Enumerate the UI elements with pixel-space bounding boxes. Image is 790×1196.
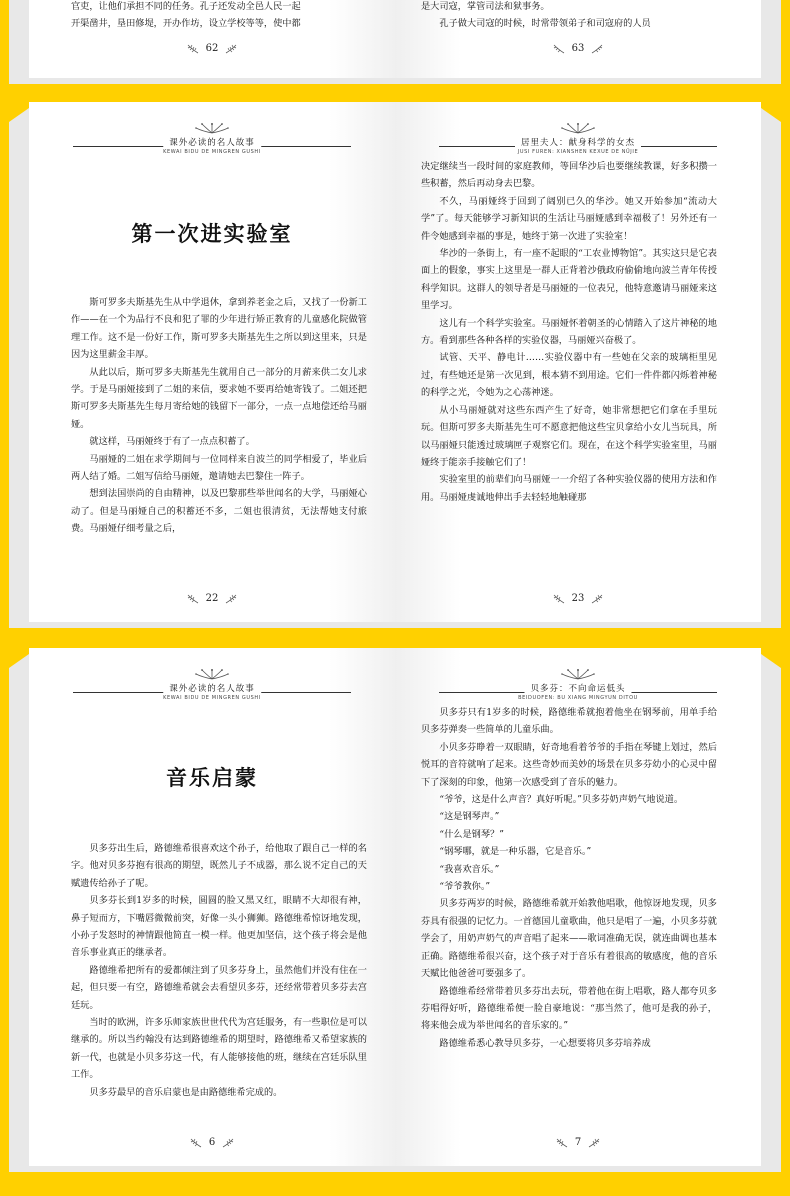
page-number: 23 [395,593,761,604]
chapter-title: 第一次进实验室 [131,222,293,246]
paragraph: 斯可罗多夫斯基先生从中学退休，拿到养老金之后，又找了一份新工作——在一个为品行不良和犯了罪的少年进行矫正教育的儿童感化院做管理工作。这不是一份好工作，斯可罗多夫斯基先生之所以到这里来，只是因为这里薪金丰厚。 [71,297,367,361]
left-page [29,0,395,78]
crown-ornament-icon [190,668,234,680]
paragraph: 路德维希把所有的爱都倾注到了贝多芬身上，虽然他们并没有住在一起，但只要一有空，路德维希就会去看望贝多芬，还经常带着贝多芬去宫廷玩。 [71,964,367,1011]
right-page [395,648,761,1166]
sprig-ornament-icon [552,44,566,54]
right-page [395,102,761,622]
crown-ornament-icon [556,122,600,134]
paragraph: 马丽娅的二姐在求学期间与一位同样来自波兰的同学相爱了，毕业后两人结了婚。二姐写信给马丽娅，邀请她去巴黎住一阵子。 [71,453,367,483]
paragraph: “爷爷，这是什么声音？真好听呢。”贝多芬奶声奶气地说道。 [439,794,684,806]
paragraph: 开渠凿井，垦田修堤，开办作坊，设立学校等等，使中都 [71,18,301,30]
spread-page-6-7 [29,648,761,1166]
sprig-ornament-icon [224,44,238,54]
spread-page-22-23 [29,102,761,622]
paragraph: 这儿有一个科学实验室。马丽娅怀着朝圣的心情踏入了这片神秘的地方。看到那些各种各样的实验仪器，马丽娅兴奋极了。 [421,317,717,347]
paragraph: “什么是钢琴？” [439,828,504,840]
paragraph: 决定继续当一段时间的家庭教师，等回华沙后也要继续教课，好多积攒一些积蓄，然后再动身去巴黎。 [421,161,717,190]
page-number: 7 [395,1137,761,1148]
right-page [395,0,761,78]
paragraph: 就这样，马丽娅终于有了一点点积蓄了。 [89,436,255,448]
running-header [73,130,351,170]
paragraph: 从此以后，斯可罗多夫斯基先生就用自己一部分的月薪来供二女儿求学。于是马丽娅接到了二姐的来信，要求她不要再给她寄钱了。二姐还把斯可罗多夫斯基先生每月寄给她的钱留下一部分，一点一点地偿还给马丽娅。 [71,366,367,430]
paragraph: 当时的欧洲，许多乐师家族世世代代为宫廷服务，有一些职位是可以继承的。所以当约翰没有达到路德维希的期望时，路德维希又希望家族的新一代，也就是小贝多芬这一代，有人能够接他的班，继续在宫廷乐队里工作。 [71,1017,367,1081]
paragraph: 贝多芬长到1岁多的时候，圆圆的脸又黑又红，眼睛不大却很有神，鼻子短而方，下嘴唇微微前突，好像一头小狮狮。路德维希惊讶地发现，小孙子发怒时的神情跟他简直一模一样。他更加坚信，这个孩子将会是他音乐事业真正的继承者。 [71,895,367,959]
paragraph: 从小马丽娅就对这些东西产生了好奇，她非常想把它们拿在手里玩玩。但斯可罗多夫斯基先生可不愿意把他这些宝贝拿给小女儿当玩具，所以马丽娅只能透过玻璃匣子观察它们。现在，在这个科学实验室里，马丽娅终于能亲手接触它们了！ [421,404,717,468]
paragraph: 不久，马丽娅终于回到了阔别已久的华沙。她又开始参加“流动大学”了。每天能够学习新知识的生活让马丽娅感到幸福极了！另外还有一件令她感到幸福的事是，她终于第一次进了实验室！ [421,195,717,242]
paragraph: “这是钢琴声。” [439,811,500,823]
sprig-ornament-icon [555,1138,569,1148]
paragraph: 想到法国崇尚的自由精神，以及巴黎那些举世闻名的大学，马丽娅心动了。但是马丽娅自己的积蓄还不多，二姐也很清贫，无法帮她支付旅费。马丽娅仔细考量之后， [71,488,367,535]
paragraph: 贝多芬两岁的时候，路德维希就开始教他唱歌，他惊讶地发现，贝多芬具有很强的记忆力。一首德国儿童歌曲，他只是唱了一遍，小贝多芬就学会了，用奶声奶气的声音唱了起来——歌词准确无误，就连曲调也基本正确。路德维希很兴奋，这个孩子对于音乐有着很高的敏感度，他的音乐天赋比他爸爸可要强多了。 [421,898,717,980]
running-header-title: 课外必读的名人故事 [163,682,261,694]
page-body [421,704,717,1052]
sprig-ornament-icon [186,594,200,604]
page-number: 6 [29,1137,395,1148]
paragraph: 路德维希悉心教导贝多芬，一心想要将贝多芬培养成 [439,1037,651,1049]
sprig-ornament-icon [186,44,200,54]
sprig-ornament-icon [189,1138,203,1148]
paragraph: “我喜欢音乐。” [439,863,500,875]
paragraph: 贝多芬只有1岁多的时候，路德维希就抱着他坐在钢琴前，用单手给贝多芬弹奏一些简单的儿童乐曲。 [421,707,717,736]
paragraph: 小贝多芬睁着一双眼睛，好奇地看着爷爷的手指在琴键上划过，然后悦耳的音符就响了起来。这些奇妙而美妙的场景在贝多芬幼小的心灵中留下了深刻的印象，他第一次感受到了音乐的魅力。 [421,741,717,788]
paragraph: 贝多芬最早的音乐启蒙也是由路德维希完成的。 [89,1086,283,1098]
page-body [71,294,367,538]
sprig-ornament-icon [590,44,604,54]
paragraph: 孔子做大司寇的时候，时常带领弟子和司寇府的人员 [439,18,651,30]
sprig-ornament-icon [587,1138,601,1148]
chapter-title: 音乐启蒙 [166,766,258,790]
running-header-title: 课外必读的名人故事 [163,136,261,148]
running-header-title: 贝多芬：不向命运低头 [524,682,631,694]
page-body [421,158,717,506]
paragraph: 华沙的一条街上，有一座不起眼的“工农业博物馆”。其实这只是它表面上的假象，事实上这里是一群人正背着沙俄政府偷偷地向波兰青年传授科学知识。这群人的领导者是马丽娅的一位表兄，他特意邀请马丽娅来这里学习。 [421,248,717,312]
running-header-title: 居里夫人：献身科学的女杰 [515,136,641,148]
crown-ornament-icon [190,122,234,134]
running-header-pinyin: KEWAI BIDU DE MINGREN GUSHI [163,149,261,155]
sprig-ornament-icon [590,594,604,604]
left-page [29,648,395,1166]
spread-page-62-63 [29,0,761,78]
page-number: 62 [29,43,395,54]
sprig-ornament-icon [224,594,238,604]
left-page [29,102,395,622]
paragraph: “爷爷教你。” [439,881,491,893]
running-header-pinyin: BEIDUOFEN: BU XIANG MINGYUN DITOU [518,695,638,701]
page-number: 63 [395,43,761,54]
paragraph: 是大司寇，掌管司法和狱事务。 [421,1,550,12]
sprig-ornament-icon [221,1138,235,1148]
crown-ornament-icon [556,668,600,680]
paragraph: “钢琴哪，就是一种乐器，它是音乐。” [439,846,592,858]
page-number: 22 [29,593,395,604]
page-body [71,840,367,1101]
paragraph: 贝多芬出生后，路德维希很喜欢这个孙子，给他取了跟自己一样的名字。他对贝多芬抱有很高的期望，既然儿子不成器，那么说不定自己的天赋遗传给孙子了呢。 [71,843,367,889]
sprig-ornament-icon [552,594,566,604]
running-header [73,676,351,716]
running-header-pinyin: JUSI FUREN: XIANSHEN KEXUE DE NÜJIE [517,149,639,155]
page-body [421,0,717,33]
paragraph: 试管、天平、静电计……实验仪器中有一些她在父亲的玻璃柜里见过，有些她还是第一次见到，根本猜不到用途。它们一件件都闪烁着神秘的科学之光，令她为之心荡神迷。 [421,352,717,399]
running-header-pinyin: KEWAI BIDU DE MINGREN GUSHI [163,695,261,701]
paragraph: 实验室里的前辈们向马丽娅一一介绍了各种实验仪器的使用方法和作用。马丽娅虔诚地伸出手去轻轻地触碰那 [421,474,717,503]
page-body [71,0,367,33]
paragraph: 路德维希经常带着贝多芬出去玩，带着他在街上唱歌，路人都夸贝多芬唱得好听，路德维希便一脸自豪地说：“那当然了，他可是我的孙子，将来他会成为举世闻名的音乐家的。” [421,985,717,1032]
paragraph: 官吏，让他们承担不同的任务。孔子还发动全邑人民一起 [71,1,301,12]
